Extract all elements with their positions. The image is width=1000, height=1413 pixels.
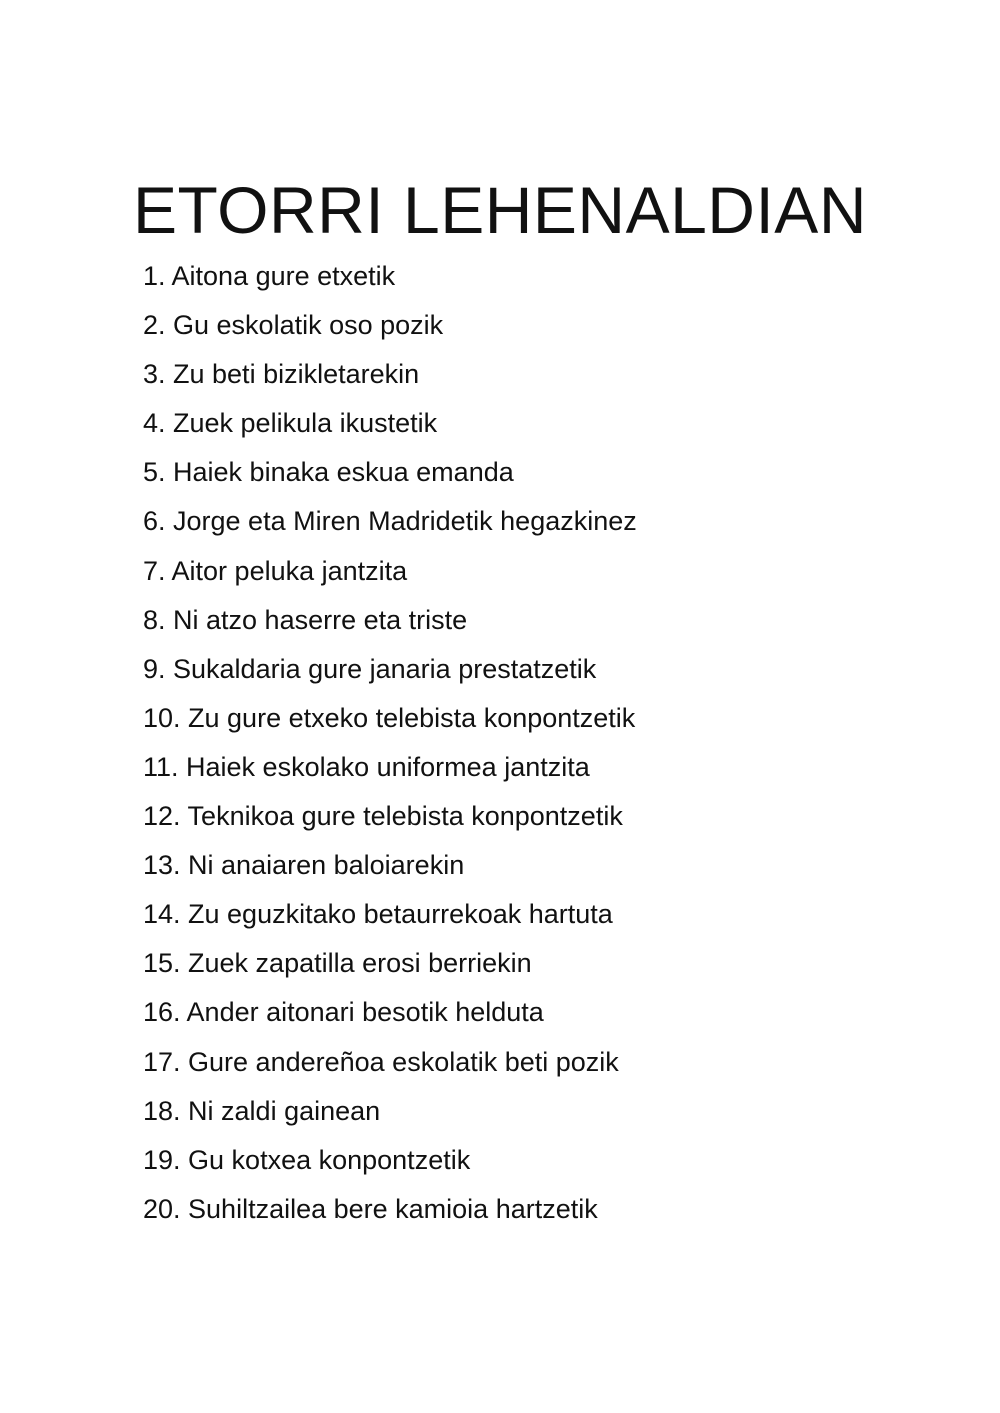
list-item-2: 2. Gu eskolatik oso pozik	[143, 310, 444, 341]
list-item-11: 11. Haiek eskolako uniformea jantzita	[143, 751, 590, 782]
list-item-7: 7. Aitor peluka jantzita	[143, 555, 408, 586]
sentence-list	[143, 252, 637, 1234]
list-item-1: 1. Aitona gure etxetik	[143, 261, 396, 291]
list-item-18: 18. Ni zaldi gainean	[143, 1095, 381, 1126]
list-item-14: 14. Zu eguzkitako betaurrekoak hartuta	[143, 899, 613, 930]
list-item-10: 10. Zu gure etxeko telebista konpontzetik	[143, 702, 636, 733]
list-item-5: 5. Haiek binaka eskua emanda	[143, 457, 514, 488]
list-item-17: 17. Gure andereñoa eskolatik beti pozik	[143, 1046, 619, 1077]
list-item-16: 16. Ander aitonari besotik helduta	[143, 997, 544, 1028]
list-item-3: 3. Zu beti bizikletarekin	[143, 359, 420, 390]
page-title-text: ETORRI LEHENALDIAN	[133, 173, 867, 247]
list-item-9: 9. Sukaldaria gure janaria prestatzetik	[143, 653, 597, 684]
list-item-4: 4. Zuek pelikula ikustetik	[143, 408, 438, 439]
list-item-20: 20. Suhiltzailea bere kamioia hartzetik	[143, 1193, 598, 1224]
list-item-19: 19. Gu kotxea konpontzetik	[143, 1144, 471, 1175]
list-item-15: 15. Zuek zapatilla erosi berriekin	[143, 948, 532, 979]
list-item-8: 8. Ni atzo haserre eta triste	[143, 604, 468, 635]
list-item-12: 12. Teknikoa gure telebista konpontzetik	[143, 801, 623, 832]
page-title	[0, 170, 1000, 250]
list-item-6: 6. Jorge eta Miren Madridetik hegazkinez	[143, 506, 637, 537]
list-item-13: 13. Ni anaiaren baloiarekin	[143, 850, 465, 881]
